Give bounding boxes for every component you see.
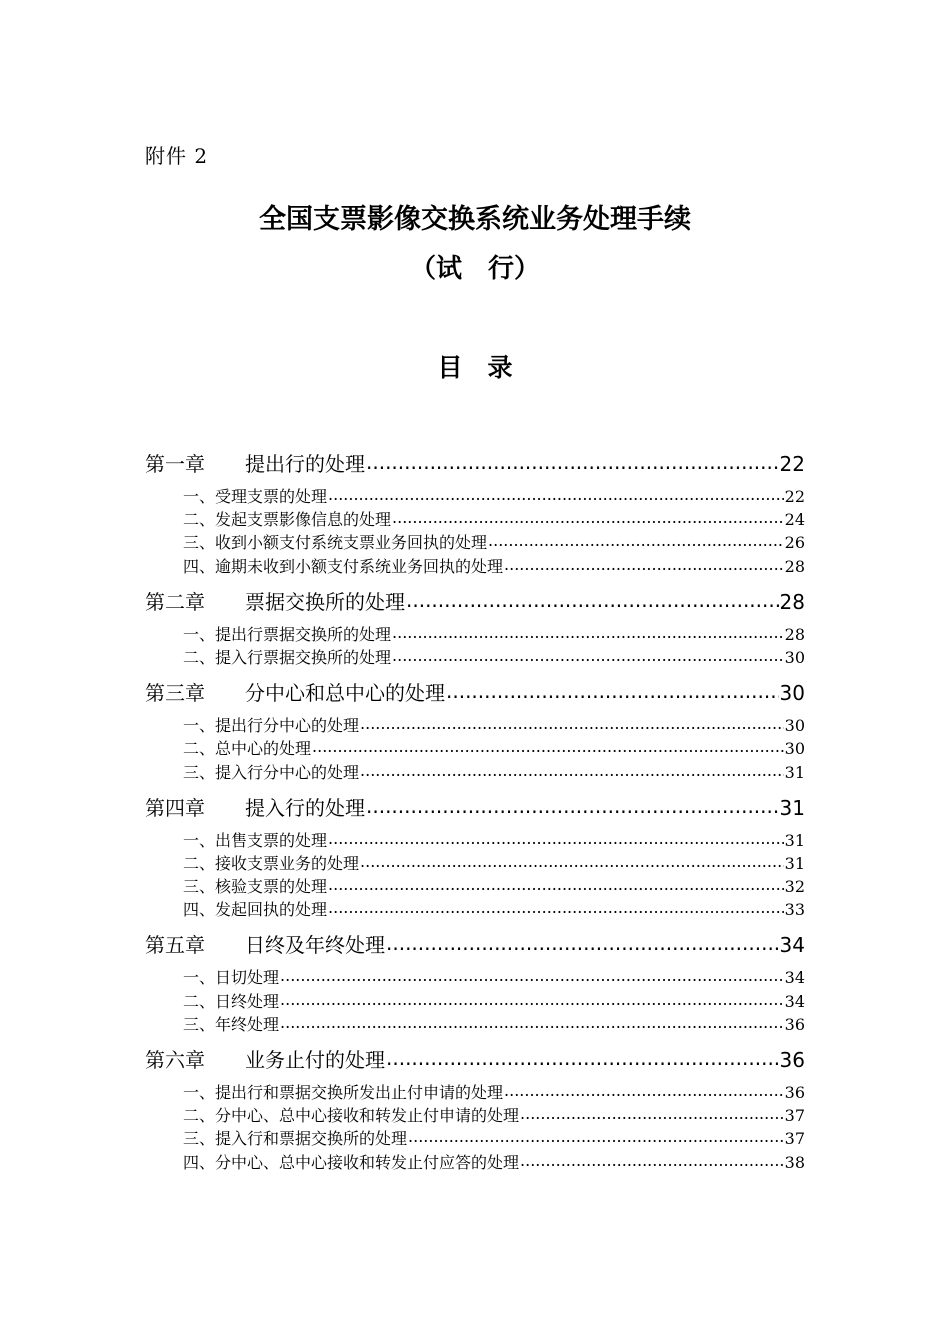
toc-section-entry[interactable]: [145, 760, 805, 783]
toc-heading: 目 录: [437, 353, 513, 382]
toc-section-entry[interactable]: [145, 1103, 805, 1126]
section-page-number: 36: [784, 1083, 805, 1102]
section-title: 三、年终处理: [183, 1014, 280, 1034]
section-page-number: 38: [784, 1152, 805, 1172]
dot-leader: [406, 588, 779, 612]
section-title: 一、日切处理: [183, 968, 280, 988]
dot-leader: [366, 450, 779, 474]
section-page-number: 34: [784, 968, 805, 988]
toc-chapter-entry[interactable]: [145, 677, 805, 707]
toc-section-entry[interactable]: [145, 1080, 805, 1103]
section-title: 二、发起支票影像信息的处理: [183, 510, 392, 530]
chapter-page-number: 30: [779, 681, 805, 706]
chapter-title: 提出行的处理: [245, 452, 365, 476]
toc-section-entry[interactable]: [145, 1150, 805, 1173]
document-subtitle: （试 行）: [409, 254, 540, 284]
section-page-number: 34: [784, 991, 805, 1011]
toc-section-entry[interactable]: [145, 1012, 805, 1035]
dot-leader: [328, 898, 784, 917]
section-page-number: 31: [784, 853, 805, 873]
dot-leader: [328, 485, 784, 504]
toc-chapter-entry[interactable]: [145, 448, 805, 478]
section-title: 四、分中心、总中心接收和转发止付应答的处理: [183, 1152, 520, 1172]
toc-section-entry[interactable]: [145, 828, 805, 851]
chapter-title: 分中心和总中心的处理: [245, 681, 445, 706]
dot-leader: [360, 852, 784, 871]
dot-leader: [386, 931, 779, 955]
section-page-number: 32: [784, 877, 805, 897]
toc-section-entry[interactable]: [145, 989, 805, 1012]
section-title: 一、提出行分中心的处理: [183, 716, 360, 736]
toc-chapter-entry[interactable]: [145, 929, 805, 959]
toc-section-entry[interactable]: [145, 713, 805, 736]
section-page-number: 28: [784, 556, 805, 576]
dot-leader: [446, 679, 779, 703]
section-title: 三、收到小额支付系统支票业务回执的处理: [183, 533, 488, 553]
toc-section-entry[interactable]: [145, 1126, 805, 1149]
section-page-number: 36: [784, 1014, 805, 1034]
dot-leader: [280, 966, 784, 985]
toc-section-entry[interactable]: [145, 965, 805, 988]
section-page-number: 30: [784, 716, 805, 736]
dot-leader: [366, 794, 779, 818]
section-title: 二、总中心的处理: [183, 739, 312, 759]
toc-section-entry[interactable]: [145, 507, 805, 530]
dot-leader: [504, 555, 784, 574]
section-page-number: 37: [784, 1129, 805, 1149]
chapter-number: 第三章: [145, 681, 205, 706]
chapter-page-number: 22: [779, 452, 805, 476]
dot-leader: [392, 623, 784, 642]
section-title: 四、发起回执的处理: [183, 900, 328, 920]
chapter-number: 第五章: [145, 933, 205, 958]
toc-section-entry[interactable]: [145, 622, 805, 645]
toc-section-entry[interactable]: [145, 484, 805, 507]
dot-leader: [328, 829, 784, 848]
section-title: 三、核验支票的处理: [183, 877, 328, 897]
section-page-number: 24: [784, 510, 805, 530]
dot-leader: [360, 714, 784, 733]
section-page-number: 31: [784, 762, 805, 782]
section-page-number: 37: [784, 1106, 805, 1126]
toc-section-entry[interactable]: [145, 530, 805, 553]
section-page-number: 28: [784, 624, 805, 644]
toc-section-entry[interactable]: [145, 897, 805, 920]
chapter-title: 业务止付的处理: [245, 1048, 385, 1072]
section-title: 二、提入行票据交换所的处理: [183, 647, 392, 667]
document-title: 全国支票影像交换系统业务处理手续: [259, 204, 691, 235]
section-title: 一、出售支票的处理: [183, 830, 328, 850]
chapter-number: 第四章: [145, 795, 205, 820]
chapter-page-number: 28: [779, 589, 805, 614]
chapter-title: 票据交换所的处理: [245, 589, 405, 614]
section-title: 三、提入行和票据交换所的处理: [183, 1129, 408, 1149]
toc-section-entry[interactable]: [145, 554, 805, 577]
dot-leader: [328, 875, 784, 894]
toc-chapter-entry[interactable]: [145, 1044, 805, 1074]
section-page-number: 26: [784, 533, 805, 553]
section-title: 一、受理支票的处理: [183, 487, 328, 506]
section-title: 三、提入行分中心的处理: [183, 762, 360, 782]
attachment-label: 附件 2: [145, 144, 209, 168]
toc-section-entry[interactable]: [145, 874, 805, 897]
section-page-number: 30: [784, 647, 805, 667]
dot-leader: [386, 1046, 779, 1070]
section-page-number: 22: [784, 487, 805, 506]
section-title: 二、接收支票业务的处理: [183, 853, 360, 873]
section-page-number: 31: [784, 830, 805, 850]
section-title: 一、提出行票据交换所的处理: [183, 624, 392, 644]
toc-section-entry[interactable]: [145, 645, 805, 668]
chapter-page-number: 31: [779, 795, 805, 820]
toc-chapter-entry[interactable]: [145, 586, 805, 616]
toc-section-entry[interactable]: [145, 736, 805, 759]
dot-leader: [392, 646, 784, 665]
table-of-contents: [145, 448, 805, 1173]
dot-leader: [312, 737, 784, 756]
chapter-page-number: 36: [779, 1048, 805, 1072]
dot-leader: [408, 1127, 784, 1146]
chapter-number: 第二章: [145, 589, 205, 614]
dot-leader: [360, 761, 784, 780]
chapter-title: 日终及年终处理: [245, 933, 385, 958]
section-title: 四、逾期未收到小额支付系统业务回执的处理: [183, 556, 504, 576]
chapter-title: 提入行的处理: [245, 795, 365, 820]
dot-leader: [280, 990, 784, 1009]
chapter-number: 第六章: [145, 1048, 205, 1072]
section-page-number: 30: [784, 739, 805, 759]
dot-leader: [392, 508, 784, 527]
section-page-number: 33: [784, 900, 805, 920]
dot-leader: [520, 1151, 784, 1170]
section-title: 二、分中心、总中心接收和转发止付申请的处理: [183, 1106, 520, 1126]
section-title: 二、日终处理: [183, 991, 280, 1011]
chapter-number: 第一章: [145, 452, 205, 476]
toc-section-entry[interactable]: [145, 851, 805, 874]
toc-chapter-entry[interactable]: [145, 792, 805, 822]
dot-leader: [280, 1013, 784, 1032]
dot-leader: [504, 1081, 784, 1100]
dot-leader: [520, 1104, 784, 1123]
section-title: 一、提出行和票据交换所发出止付申请的处理: [183, 1083, 504, 1102]
chapter-page-number: 34: [779, 933, 805, 958]
dot-leader: [488, 531, 784, 550]
